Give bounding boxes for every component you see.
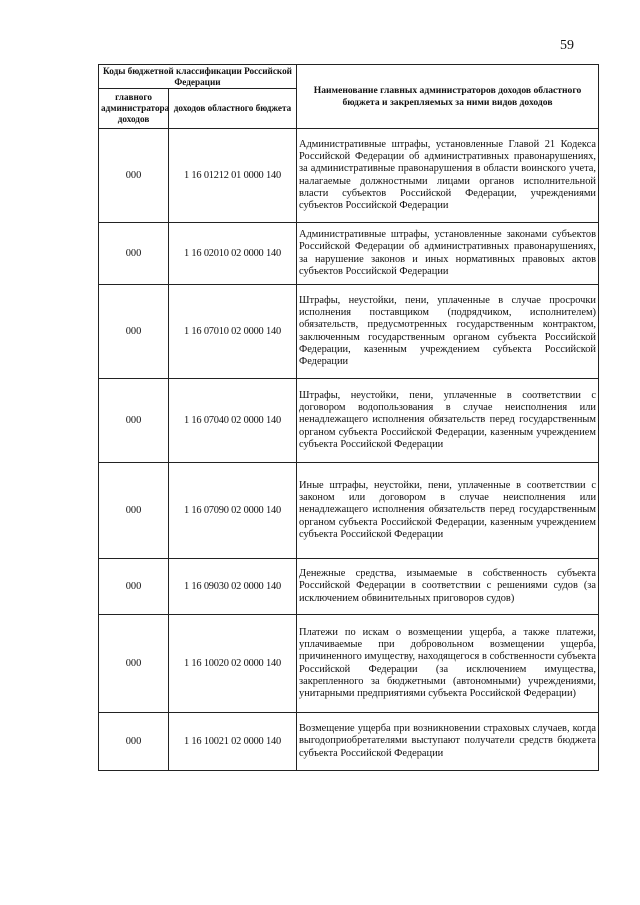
income-code-cell: 1 16 10021 02 0000 140	[169, 713, 297, 771]
admin-code-cell: 000	[99, 379, 169, 463]
table-row	[99, 713, 599, 771]
description-cell: Штрафы, неустойки, пени, уплаченные в случае просрочки исполнения поставщиком (подрядчиком, исполнителем) обязательств, предусмотренных государственным контрактом, заключенным государственным органом субъекта Российской Федерации, казенным учреждением субъекта Российской Федерации	[297, 285, 599, 379]
admin-code-cell: 000	[99, 285, 169, 379]
table-row	[99, 559, 599, 615]
admin-code-cell: 000	[99, 223, 169, 285]
header-codes-group: Коды бюджетной классификации Российской Федерации	[99, 65, 297, 89]
description-cell: Денежные средства, изымаемые в собственность субъекта Российской Федерации в соответствии с решениями судов (за исключением обвинительных приговоров судов)	[297, 559, 599, 615]
description-cell: Возмещение ущерба при возникновении страховых случаев, когда выгодоприобретателями выступают получатели средств бюджета субъекта Российской Федерации	[297, 713, 599, 771]
income-code-cell: 1 16 10020 02 0000 140	[169, 615, 297, 713]
description-cell: Иные штрафы, неустойки, пени, уплаченные в соответствии с законом или договором в случае неисполнения или ненадлежащего исполнения обязательств перед государственным органом субъекта Российской Федерации, казенным учреждением субъекта Российской Федерации	[297, 463, 599, 559]
page-number: 59	[560, 38, 574, 53]
income-code-cell: 1 16 09030 02 0000 140	[169, 559, 297, 615]
income-code-cell: 1 16 07010 02 0000 140	[169, 285, 297, 379]
admin-code-cell: 000	[99, 559, 169, 615]
admin-code-cell: 000	[99, 129, 169, 223]
table-row	[99, 379, 599, 463]
income-code-cell: 1 16 07040 02 0000 140	[169, 379, 297, 463]
header-admin-column: главного администратора доходов	[99, 89, 169, 129]
description-cell: Штрафы, неустойки, пени, уплаченные в соответствии с договором водопользования в случае неисполнения или ненадлежащего исполнения обязательств перед государственным органом субъекта Российской Федерации, казенным учреждением субъекта Российской Федерации	[297, 379, 599, 463]
budget-classification-table	[98, 64, 599, 771]
income-code-cell: 1 16 07090 02 0000 140	[169, 463, 297, 559]
table-row	[99, 129, 599, 223]
table-row	[99, 615, 599, 713]
header-code-column: доходов областного бюджета	[169, 89, 297, 129]
table-row	[99, 285, 599, 379]
description-cell: Административные штрафы, установленные законами субъектов Российской Федерации об административных правонарушениях, за нарушение законов и иных нормативных правовых актов субъектов Российской Федерации	[297, 223, 599, 285]
income-code-cell: 1 16 01212 01 0000 140	[169, 129, 297, 223]
header-name-column: Наименование главных администраторов доходов областного бюджета и закрепляемых за ними видов доходов	[297, 65, 599, 129]
description-cell: Платежи по искам о возмещении ущерба, а также платежи, уплачиваемые при добровольном возмещении ущерба, причиненного имуществу, находящегося в собственности субъекта Российской Федерации (за исключением имущества, закрепленного за бюджетными (автономными) учреждениями, унитарными предприятиями субъекта Российской Федерации)	[297, 615, 599, 713]
income-code-cell: 1 16 02010 02 0000 140	[169, 223, 297, 285]
table-row	[99, 463, 599, 559]
admin-code-cell: 000	[99, 615, 169, 713]
table-row	[99, 223, 599, 285]
admin-code-cell: 000	[99, 463, 169, 559]
admin-code-cell: 000	[99, 713, 169, 771]
description-cell: Административные штрафы, установленные Главой 21 Кодекса Российской Федерации об административных правонарушениях, за административные правонарушения в области воинского учета, налагаемые должностными лицами органов исполнительной власти субъектов Российской Федерации, учреждениями субъектов Российской Федерации	[297, 129, 599, 223]
